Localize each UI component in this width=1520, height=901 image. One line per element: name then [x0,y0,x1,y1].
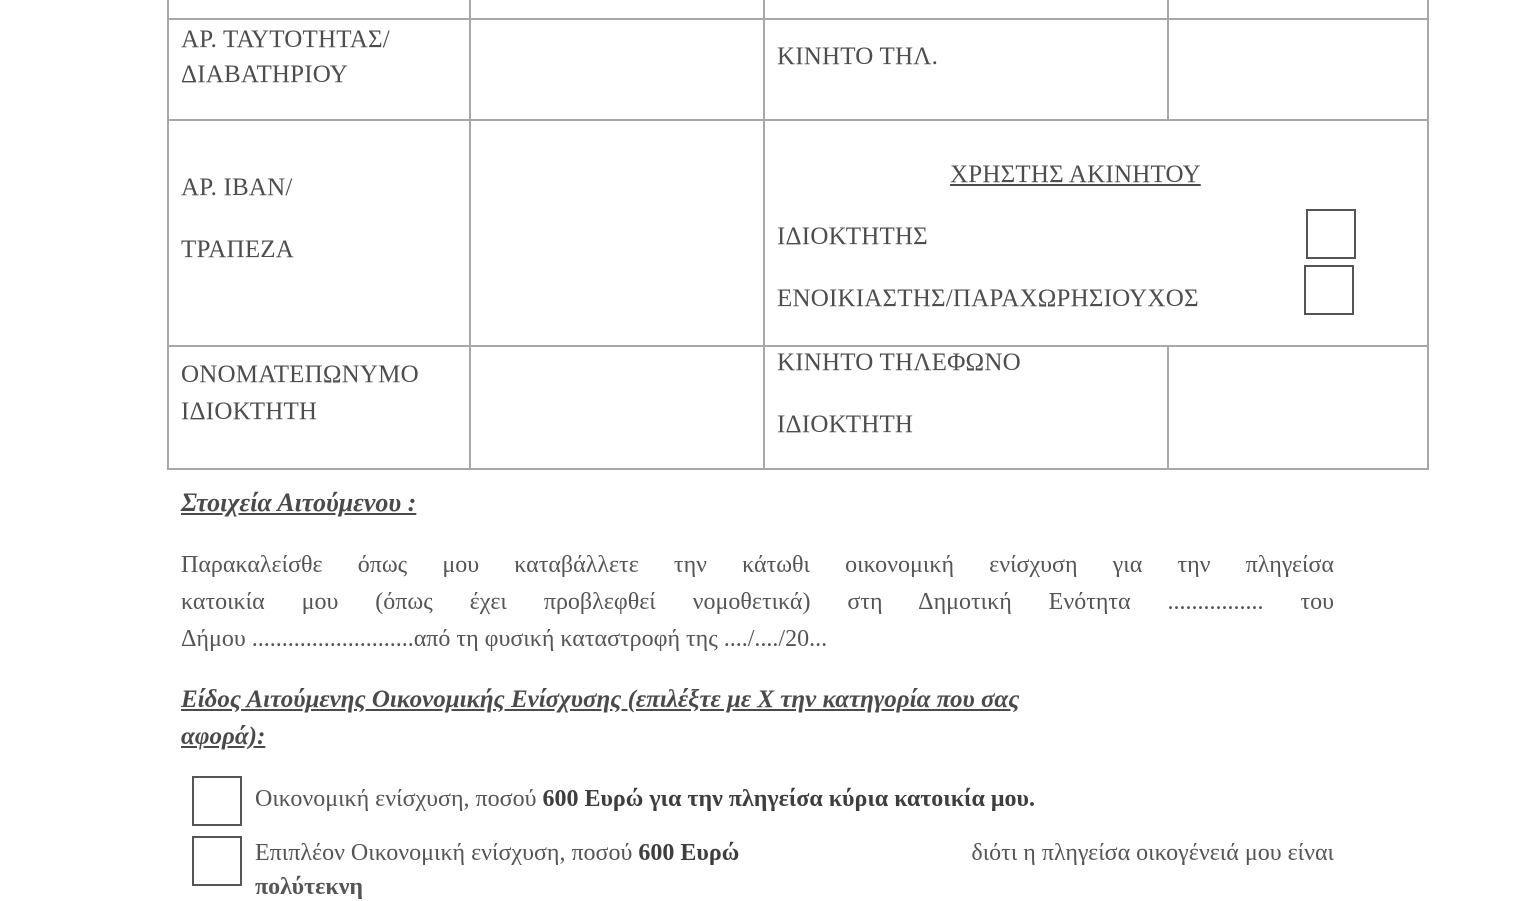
mobile-label: ΚΙΝΗΤΟ ΤΗΛ. [777,43,939,70]
option-large-family-label [255,840,1334,867]
support-type-title: αφορά): [181,723,266,750]
paragraph-line: Παρακαλείσθε όπως μου καταβάλλετε την κάτωθι οικονομική ενίσχυση για την πληγείσα [181,552,1334,578]
mobile-field[interactable] [1170,21,1426,118]
option-amount: 600 Ευρώ για την πληγείσα κύρια κατοικία μου. [542,786,1035,812]
request-paragraph [181,547,1334,658]
table-line [763,0,765,470]
option-large-family-label-cont: πολύτεκνη [255,874,364,900]
table-line [1427,0,1429,470]
table-line [1167,0,1169,121]
table-line [167,468,1429,470]
table-line [167,345,1429,347]
owner-phone-label: ΚΙΝΗΤΟ ΤΗΛΕΦΩΝΟ [777,349,1021,376]
owner-name-label: ΙΔΙΟΚΤΗΤΗ [181,398,318,425]
option-amount: 600 Ευρώ [638,840,740,866]
paragraph-line: Δήμου ...........................από τη φυσική καταστροφή της ..../..../20... [181,626,828,652]
bank-label: ΤΡΑΠΕΖΑ [181,236,295,263]
owner-phone-label: ΙΔΙΟΚΤΗΤΗ [777,411,914,438]
table-line [167,18,1429,20]
table-line [167,119,1429,121]
request-section-title: Στοιχεία Αιτούμενου : [181,488,417,517]
tenant-option-label: ΕΝΟΙΚΙΑΣΤΗΣ/ΠΑΡΑΧΩΡΗΣΙΟΥΧΟΣ [777,285,1199,312]
option-text: διότι η πληγείσα οικογένειά μου είναι [971,840,1334,866]
iban-label: ΑΡ. ΙΒΑΝ/ [181,174,293,201]
table-line [469,0,471,470]
id-label: ΔΙΑΒΑΤΗΡΙΟΥ [181,61,349,88]
iban-field[interactable] [472,122,762,344]
id-number-field[interactable] [472,21,762,118]
tenant-checkbox[interactable] [1304,265,1354,315]
option-600-main-label [255,786,1035,813]
owner-name-label: ΟΝΟΜΑΤΕΠΩΝΥΜΟ [181,361,419,388]
owner-name-field[interactable] [472,348,762,467]
owner-phone-field[interactable] [1170,348,1426,467]
option-text: Οικονομική ενίσχυση, ποσού [255,786,543,812]
option-600-main-checkbox[interactable] [192,776,242,826]
support-type-title: Είδος Αιτούμενης Οικονομικής Ενίσχυσης (επιλέξτε με Χ την κατηγορία που σας [181,686,1020,713]
id-label: ΑΡ. ΤΑΥΤΟΤΗΤΑΣ/ [181,26,390,53]
table-line [1167,345,1169,470]
owner-checkbox[interactable] [1306,209,1356,259]
owner-option-label: ΙΔΙΟΚΤΗΤΗΣ [777,223,928,250]
property-user-heading: ΧΡΗΣΤΗΣ ΑΚΙΝΗΤΟΥ [950,161,1201,188]
option-text: Επιπλέον Οικονομική ενίσχυση, ποσού [255,840,639,866]
table-line [167,0,169,470]
paragraph-line: κατοικία μου (όπως έχει προβλεφθεί νομοθετικά) στη Δημοτική Ενότητα ................ του [181,589,1334,615]
option-large-family-checkbox[interactable] [192,836,242,886]
option-text [255,840,739,867]
